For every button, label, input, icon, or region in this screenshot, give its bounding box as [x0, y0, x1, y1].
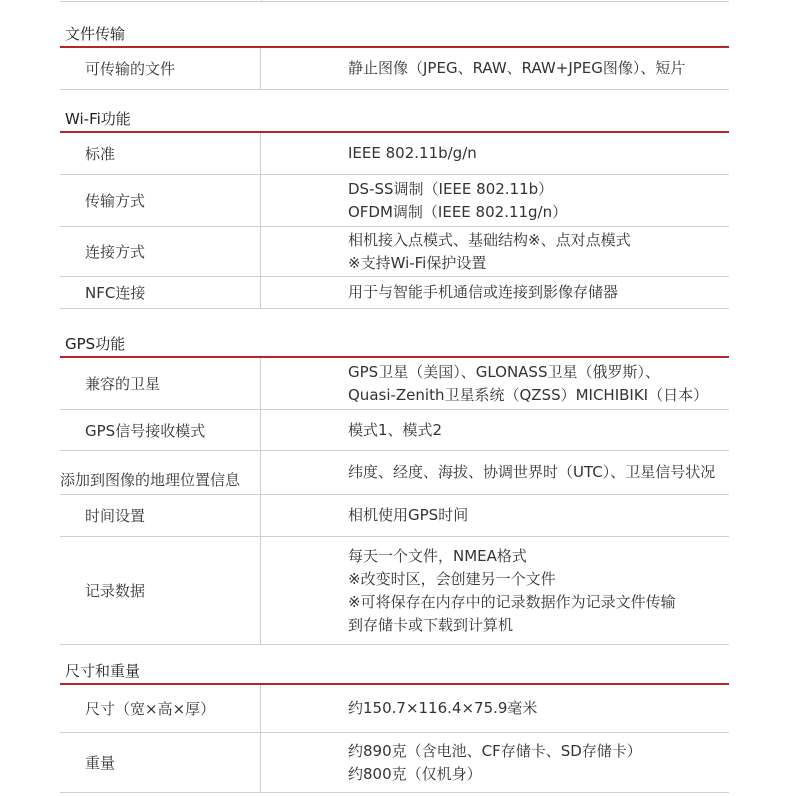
table-row: [60, 685, 729, 733]
value-line: ※改变时区，会创建另一个文件: [348, 570, 556, 588]
table-row: [60, 358, 729, 410]
value-line: OFDM调制（IEEE 802.11g/n）: [348, 202, 568, 221]
section-title: 文件传输: [60, 22, 729, 48]
table-row: [60, 277, 729, 309]
value-line: 相机使用GPS时间: [348, 506, 469, 524]
row-value: [261, 227, 729, 276]
row-label: 尺寸（宽×高×厚）: [60, 685, 261, 732]
row-value: [261, 451, 729, 494]
value-line: 约150.7×116.4×75.9毫米: [348, 699, 538, 717]
row-label: NFC连接: [60, 277, 261, 308]
row-value: [261, 133, 729, 174]
value-line: Quasi-Zenith卫星系统（QZSS）MICHIBIKI（日本）: [348, 385, 709, 404]
value-line: 约890克（含电池、CF存储卡、SD存储卡）: [348, 741, 642, 760]
value-line: 静止图像（JPEG、RAW、RAW+JPEG图像）、短片: [348, 59, 686, 77]
row-value: [261, 733, 729, 792]
table-row: [60, 495, 729, 537]
value-line: 模式1、模式2: [348, 420, 443, 439]
value-line: ※可将保存在内存中的记录数据作为记录文件传输: [348, 593, 676, 611]
table-row: [60, 451, 729, 495]
row-value: [261, 495, 729, 536]
row-label: 时间设置: [60, 495, 261, 536]
value-line: DS-SS调制（IEEE 802.11b）: [348, 179, 554, 198]
section-title: Wi-Fi功能: [60, 107, 729, 133]
row-label: 传输方式: [60, 175, 261, 226]
value-line: IEEE 802.11b/g/n: [348, 144, 477, 162]
row-label: 添加到图像的地理位置信息: [60, 451, 261, 494]
section-wifi: [60, 107, 729, 309]
table-row: [60, 227, 729, 277]
section-dimensions-weight: [60, 659, 729, 793]
row-value: [261, 175, 729, 226]
value-line: 纬度、经度、海拔、协调世界时（UTC）、卫星信号状况: [348, 463, 716, 481]
value-line: 相机接入点模式、基础结构※、点对点模式: [348, 230, 631, 249]
row-value: [261, 410, 729, 450]
section-title: 尺寸和重量: [60, 659, 729, 685]
row-label: 可传输的文件: [60, 48, 261, 89]
value-line: 每天一个文件，NMEA格式: [348, 547, 527, 565]
table-row: [60, 48, 729, 90]
table-row: [60, 733, 729, 793]
value-line: 约800克（仅机身）: [348, 764, 482, 783]
table-row: [60, 537, 729, 645]
row-value: [261, 48, 729, 89]
row-label: 连接方式: [60, 227, 261, 276]
row-value: [261, 277, 729, 308]
row-value: [261, 685, 729, 732]
table-row: [60, 175, 729, 227]
section-title: GPS功能: [60, 332, 729, 358]
row-label: 标准: [60, 133, 261, 174]
row-label: 兼容的卫星: [60, 358, 261, 409]
row-label: GPS信号接收模式: [60, 410, 261, 450]
row-value: [261, 358, 729, 409]
top-table-edge: [60, 0, 729, 2]
row-value: [261, 537, 729, 644]
table-row: [60, 410, 729, 451]
table-row: [60, 133, 729, 175]
row-divider: [60, 1, 729, 2]
section-gps: [60, 332, 729, 645]
value-line: ※支持Wi-Fi保护设置: [348, 253, 487, 272]
row-label: 重量: [60, 733, 261, 792]
value-line: 到存储卡或下载到计算机: [348, 616, 514, 634]
row-label: 记录数据: [60, 537, 261, 644]
value-line: 用于与智能手机通信或连接到影像存储器: [348, 283, 619, 301]
section-file-transfer: [60, 22, 729, 90]
value-line: GPS卫星（美国）、GLONASS卫星（俄罗斯）、: [348, 362, 660, 381]
